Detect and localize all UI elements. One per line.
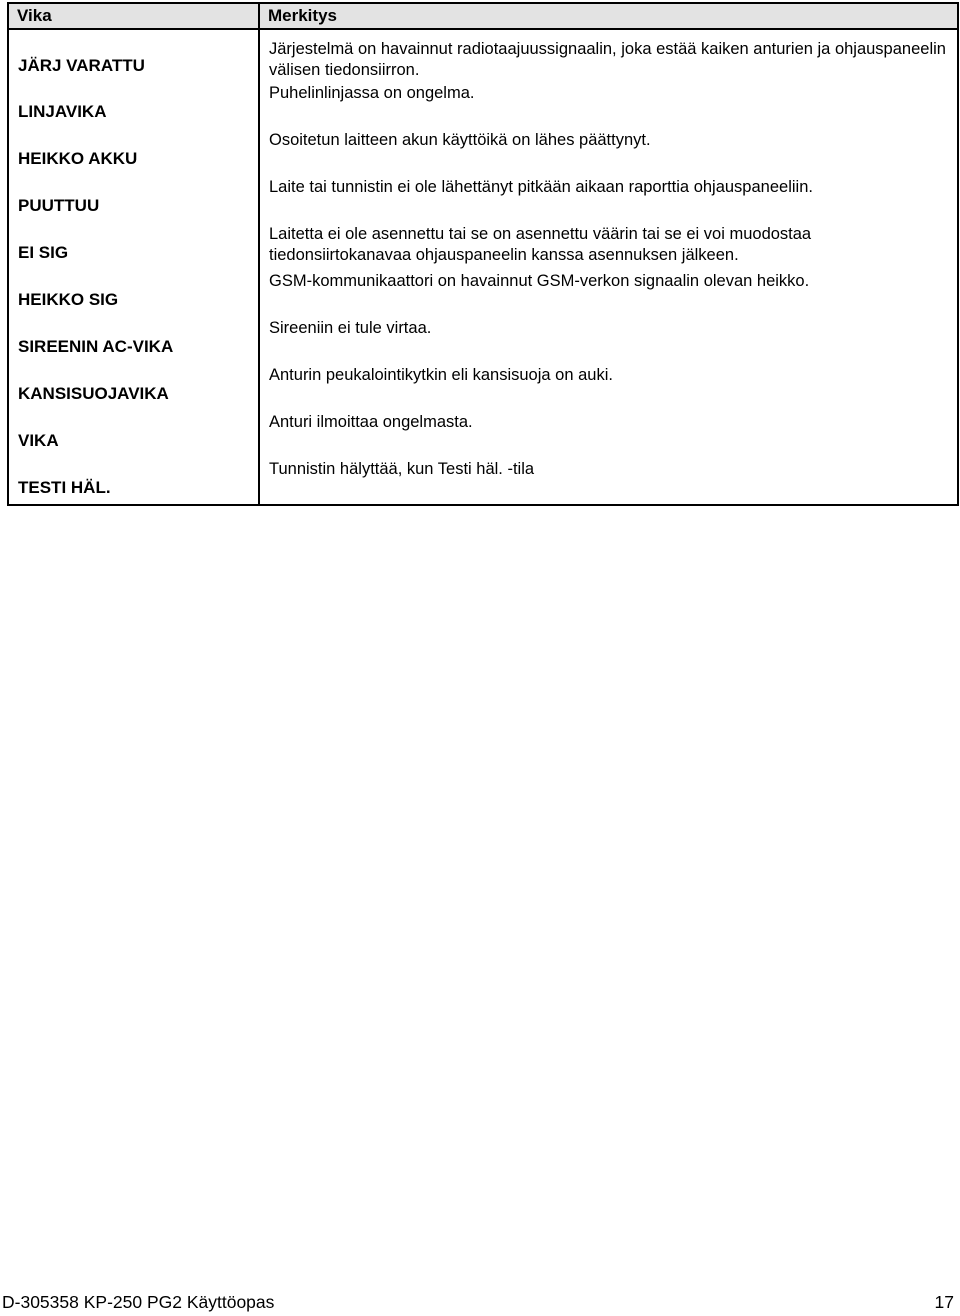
table-row bbox=[8, 222, 958, 269]
merkitys-cell bbox=[259, 128, 958, 175]
merkitys-text: Puhelinlinjassa on ongelma. bbox=[269, 84, 475, 102]
table-row bbox=[8, 457, 958, 505]
merkitys-cell bbox=[259, 81, 958, 128]
vika-cell bbox=[8, 222, 259, 269]
footer-document-title: D-305358 KP-250 PG2 Käyttöopas bbox=[2, 1292, 275, 1312]
header-merkitys: Merkitys bbox=[259, 3, 958, 29]
merkitys-text: Tunnistin hälyttää, kun Testi häl. -tila bbox=[269, 460, 535, 478]
vika-cell bbox=[8, 128, 259, 175]
vika-label: LINJAVIKA bbox=[18, 102, 107, 121]
vika-label: KANSISUOJAVIKA bbox=[18, 384, 169, 403]
merkitys-text: Sireeniin ei tule virtaa. bbox=[269, 319, 432, 337]
merkitys-cell bbox=[259, 269, 958, 316]
merkitys-text: Laitetta ei ole asennettu tai se on asennettu väärin tai se ei voi muodostaa tiedonsiirtokanavaa ohjauspaneelin kanssa asennuksen jälkeen. bbox=[269, 225, 812, 264]
fault-table bbox=[7, 2, 959, 506]
merkitys-cell bbox=[259, 175, 958, 222]
vika-label: PUUTTUU bbox=[18, 196, 100, 215]
vika-cell bbox=[8, 29, 259, 81]
vika-cell bbox=[8, 457, 259, 505]
merkitys-text: Anturin peukalointikytkin eli kansisuoja on auki. bbox=[269, 366, 613, 384]
table-row bbox=[8, 316, 958, 363]
vika-cell bbox=[8, 81, 259, 128]
table-row bbox=[8, 269, 958, 316]
table-header-row bbox=[8, 3, 958, 29]
vika-label: EI SIG bbox=[18, 243, 69, 262]
table-row bbox=[8, 410, 958, 457]
table-row bbox=[8, 29, 958, 81]
vika-label: JÄRJ VARATTU bbox=[18, 56, 145, 75]
vika-cell bbox=[8, 410, 259, 457]
footer-page-number: 17 bbox=[934, 1292, 954, 1312]
merkitys-cell bbox=[259, 222, 958, 269]
merkitys-cell bbox=[259, 316, 958, 363]
merkitys-text: Anturi ilmoittaa ongelmasta. bbox=[269, 413, 473, 431]
merkitys-text: Osoitetun laitteen akun käyttöikä on lähes päättynyt. bbox=[269, 131, 651, 149]
vika-cell bbox=[8, 175, 259, 222]
vika-cell bbox=[8, 316, 259, 363]
vika-label: HEIKKO AKKU bbox=[18, 149, 138, 168]
merkitys-text: GSM-kommunikaattori on havainnut GSM-verkon signaalin olevan heikko. bbox=[269, 272, 810, 290]
page-footer bbox=[0, 1291, 960, 1313]
table-row bbox=[8, 128, 958, 175]
merkitys-cell bbox=[259, 410, 958, 457]
merkitys-text: Laite tai tunnistin ei ole lähettänyt pitkään aikaan raporttia ohjauspaneeliin. bbox=[269, 178, 813, 196]
merkitys-text: Järjestelmä on havainnut radiotaajuussignaalin, joka estää kaiken anturien ja ohjauspaneelin välisen tiedonsiirron. bbox=[269, 40, 946, 79]
vika-label: VIKA bbox=[18, 431, 59, 450]
table-row bbox=[8, 363, 958, 410]
vika-cell bbox=[8, 269, 259, 316]
table-row bbox=[8, 81, 958, 128]
table-row bbox=[8, 175, 958, 222]
merkitys-cell bbox=[259, 363, 958, 410]
merkitys-cell bbox=[259, 29, 958, 81]
vika-cell bbox=[8, 363, 259, 410]
vika-label: TESTI HÄL. bbox=[18, 478, 111, 497]
header-vika: Vika bbox=[8, 3, 259, 29]
merkitys-cell bbox=[259, 457, 958, 505]
vika-label: HEIKKO SIG bbox=[18, 290, 119, 309]
vika-label: SIREENIN AC-VIKA bbox=[18, 337, 174, 356]
